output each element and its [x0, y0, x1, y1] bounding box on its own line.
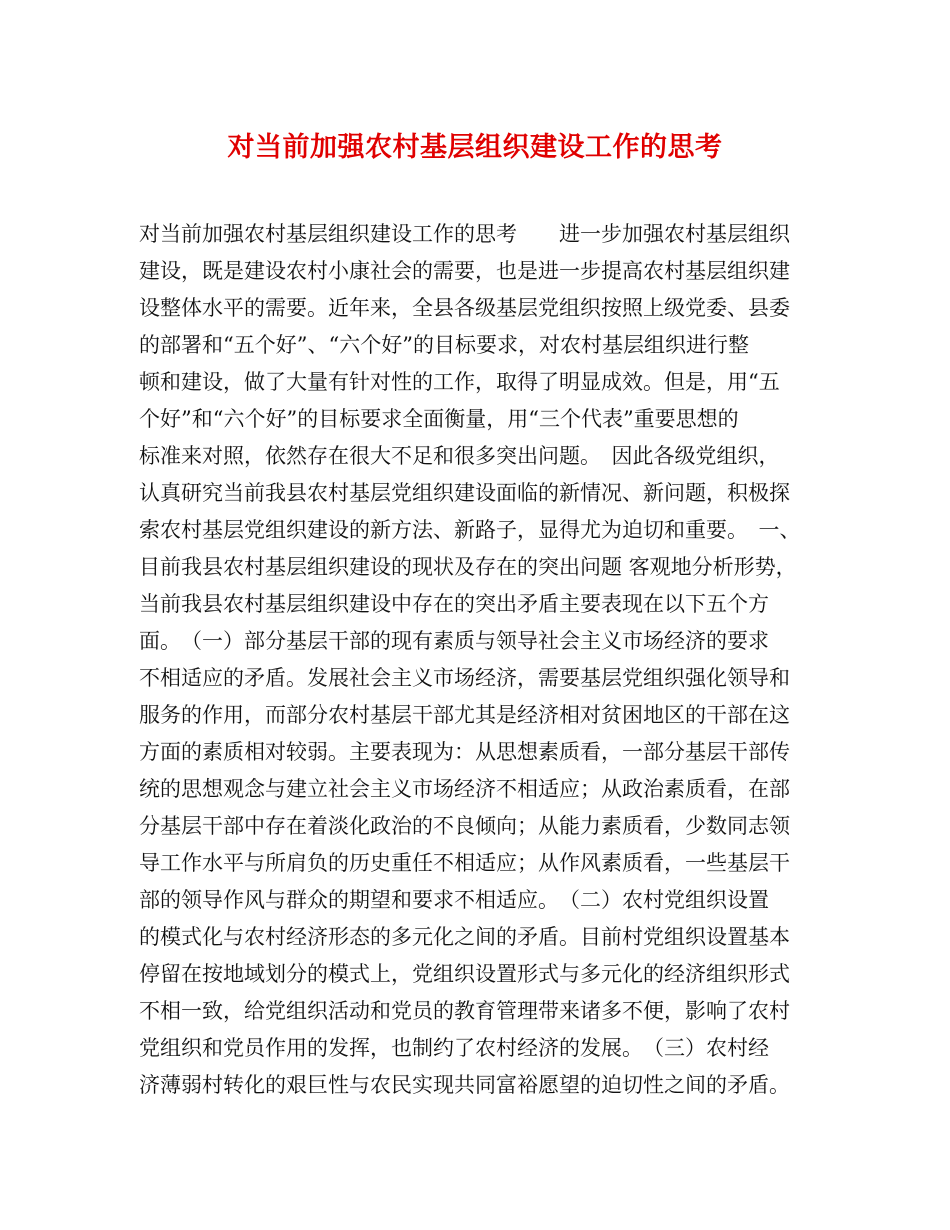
- body-line: 顿和建设，做了大量有针对性的工作，取得了明显成效。但是，用“五: [139, 370, 780, 394]
- body-line: 建设，既是建设农村小康社会的需要，也是进一步提高农村基层组织建: [139, 259, 790, 283]
- body-line: 导工作水平与所肩负的历史重任不相适应；从作风素质看，一些基层干: [139, 851, 790, 875]
- document-title: 对当前加强农村基层组织建设工作的思考: [227, 132, 723, 163]
- body-line: 对当前加强农村基层组织建设工作的思考 进一步加强农村基层组织: [139, 222, 790, 246]
- body-line: 分基层干部中存在着淡化政治的不良倾向；从能力素质看，少数同志领: [139, 814, 790, 838]
- body-line: 的模式化与农村经济形态的多元化之间的矛盾。目前村党组织设置基本: [139, 925, 790, 949]
- body-line: 设整体水平的需要。近年来，全县各级基层党组织按照上级党委、县委: [139, 296, 790, 320]
- body-line: 个好”和“六个好”的目标要求全面衡量，用“三个代表”重要思想的: [139, 407, 739, 431]
- document-body: [139, 216, 819, 1104]
- body-line: 党组织和党员作用的发挥，也制约了农村经济的发展。 （三）农村经: [139, 1036, 769, 1060]
- body-line: 济薄弱村转化的艰巨性与农民实现共同富裕愿望的迫切性之间的矛盾。: [139, 1073, 790, 1097]
- body-line: 的部署和“五个好”、“六个好”的目标要求，对农村基层组织进行整: [139, 333, 749, 357]
- body-line: 认真研究当前我县农村基层党组织建设面临的新情况、新问题，积极探: [139, 481, 790, 505]
- body-line: 标准来对照，依然存在很大不足和很多突出问题。 因此各级党组织，: [139, 444, 780, 468]
- body-line: 目前我县农村基层组织建设的现状及存在的突出问题 客观地分析形势，: [139, 555, 797, 579]
- body-line: 部的领导作风与群众的期望和要求不相适应。 （二）农村党组织设置: [139, 888, 769, 912]
- body-line: 不相适应的矛盾。发展社会主义市场经济，需要基层党组织强化领导和: [139, 666, 790, 690]
- body-line: 方面的素质相对较弱。主要表现为：从思想素质看，一部分基层干部传: [139, 740, 790, 764]
- body-line: 当前我县农村基层组织建设中存在的突出矛盾主要表现在以下五个方: [139, 592, 769, 616]
- body-line: 索农村基层党组织建设的新方法、新路子，显得尤为迫切和重要。 一、: [139, 518, 801, 542]
- body-line: 服务的作用，而部分农村基层干部尤其是经济相对贫困地区的干部在这: [139, 703, 790, 727]
- body-line: 面。 （一）部分基层干部的现有素质与领导社会主义市场经济的要求: [139, 629, 769, 653]
- body-line: 停留在按地域划分的模式上，党组织设置形式与多元化的经济组织形式: [139, 962, 790, 986]
- body-line: 不相一致，给党组织活动和党员的教育管理带来诸多不便，影响了农村: [139, 999, 790, 1023]
- body-line: 统的思想观念与建立社会主义市场经济不相适应；从政治素质看，在部: [139, 777, 790, 801]
